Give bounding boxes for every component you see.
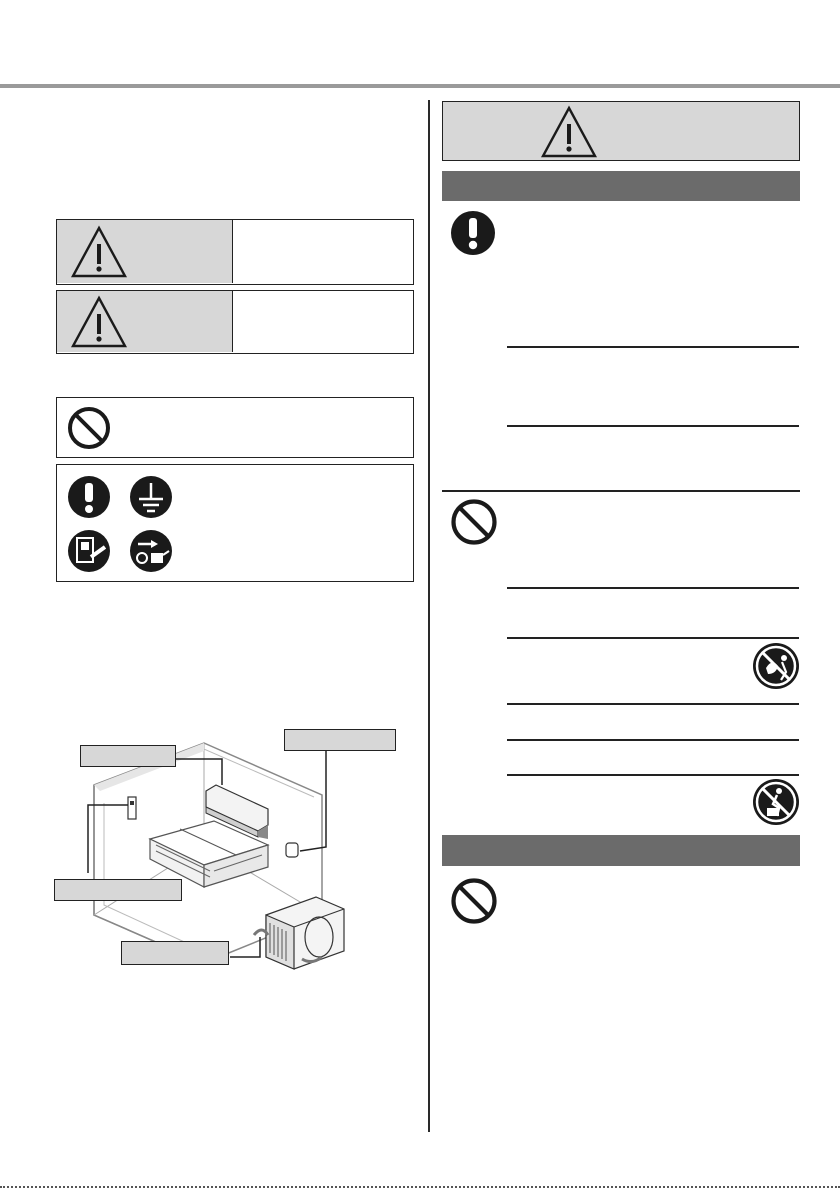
warning-banner bbox=[442, 101, 800, 161]
diagram-label-text bbox=[55, 880, 181, 900]
diagram-label-indoor-unit bbox=[80, 745, 176, 767]
diagram-label-text bbox=[81, 746, 175, 766]
signal-word-description-1 bbox=[243, 228, 403, 276]
diagram-label-breaker bbox=[284, 729, 396, 751]
signal-word-cell-1 bbox=[57, 220, 233, 283]
item-separator bbox=[507, 346, 799, 348]
warning-triangle-icon bbox=[69, 294, 129, 350]
diagram-label-outdoor-unit bbox=[121, 941, 229, 965]
disconnect-breaker-icon bbox=[129, 529, 173, 573]
item-separator bbox=[507, 587, 799, 589]
signal-word-cell-2 bbox=[57, 291, 233, 352]
earth-ground-icon bbox=[129, 475, 173, 519]
prohibition-icon bbox=[450, 498, 498, 546]
signal-word-description-2 bbox=[243, 299, 403, 345]
unplug-power-icon bbox=[67, 529, 111, 573]
section-bar-installation bbox=[442, 171, 800, 201]
no-touch-fan-icon bbox=[752, 642, 800, 690]
installation-diagram bbox=[54, 725, 410, 985]
symbol-legend-description-1 bbox=[127, 406, 403, 448]
header-rule bbox=[0, 84, 840, 88]
diagram-label-text bbox=[122, 942, 228, 964]
item-separator bbox=[507, 739, 799, 741]
warning-triangle-icon bbox=[69, 224, 129, 280]
signal-word-row-1 bbox=[56, 219, 414, 285]
prohibition-icon bbox=[67, 406, 111, 450]
item-separator bbox=[507, 425, 799, 427]
warning-triangle-icon bbox=[539, 104, 599, 160]
symbol-legend-mandatory bbox=[56, 464, 414, 582]
item-separator bbox=[507, 703, 799, 705]
column-divider bbox=[428, 100, 430, 1132]
section-separator bbox=[442, 490, 800, 492]
mandatory-action-icon bbox=[450, 210, 496, 256]
diagram-label-remote bbox=[54, 879, 182, 901]
item-separator bbox=[507, 637, 799, 639]
item-separator bbox=[507, 774, 799, 776]
symbol-legend-prohibition bbox=[56, 397, 414, 458]
signal-word-row-2 bbox=[56, 290, 414, 354]
section-bar-operation bbox=[442, 835, 800, 866]
diagram-label-text bbox=[285, 730, 395, 750]
symbol-legend-description-2 bbox=[187, 479, 403, 567]
mandatory-action-icon bbox=[67, 475, 111, 519]
prohibition-icon bbox=[450, 877, 498, 925]
footer-rule bbox=[0, 1186, 840, 1188]
no-climb-icon bbox=[752, 778, 800, 826]
